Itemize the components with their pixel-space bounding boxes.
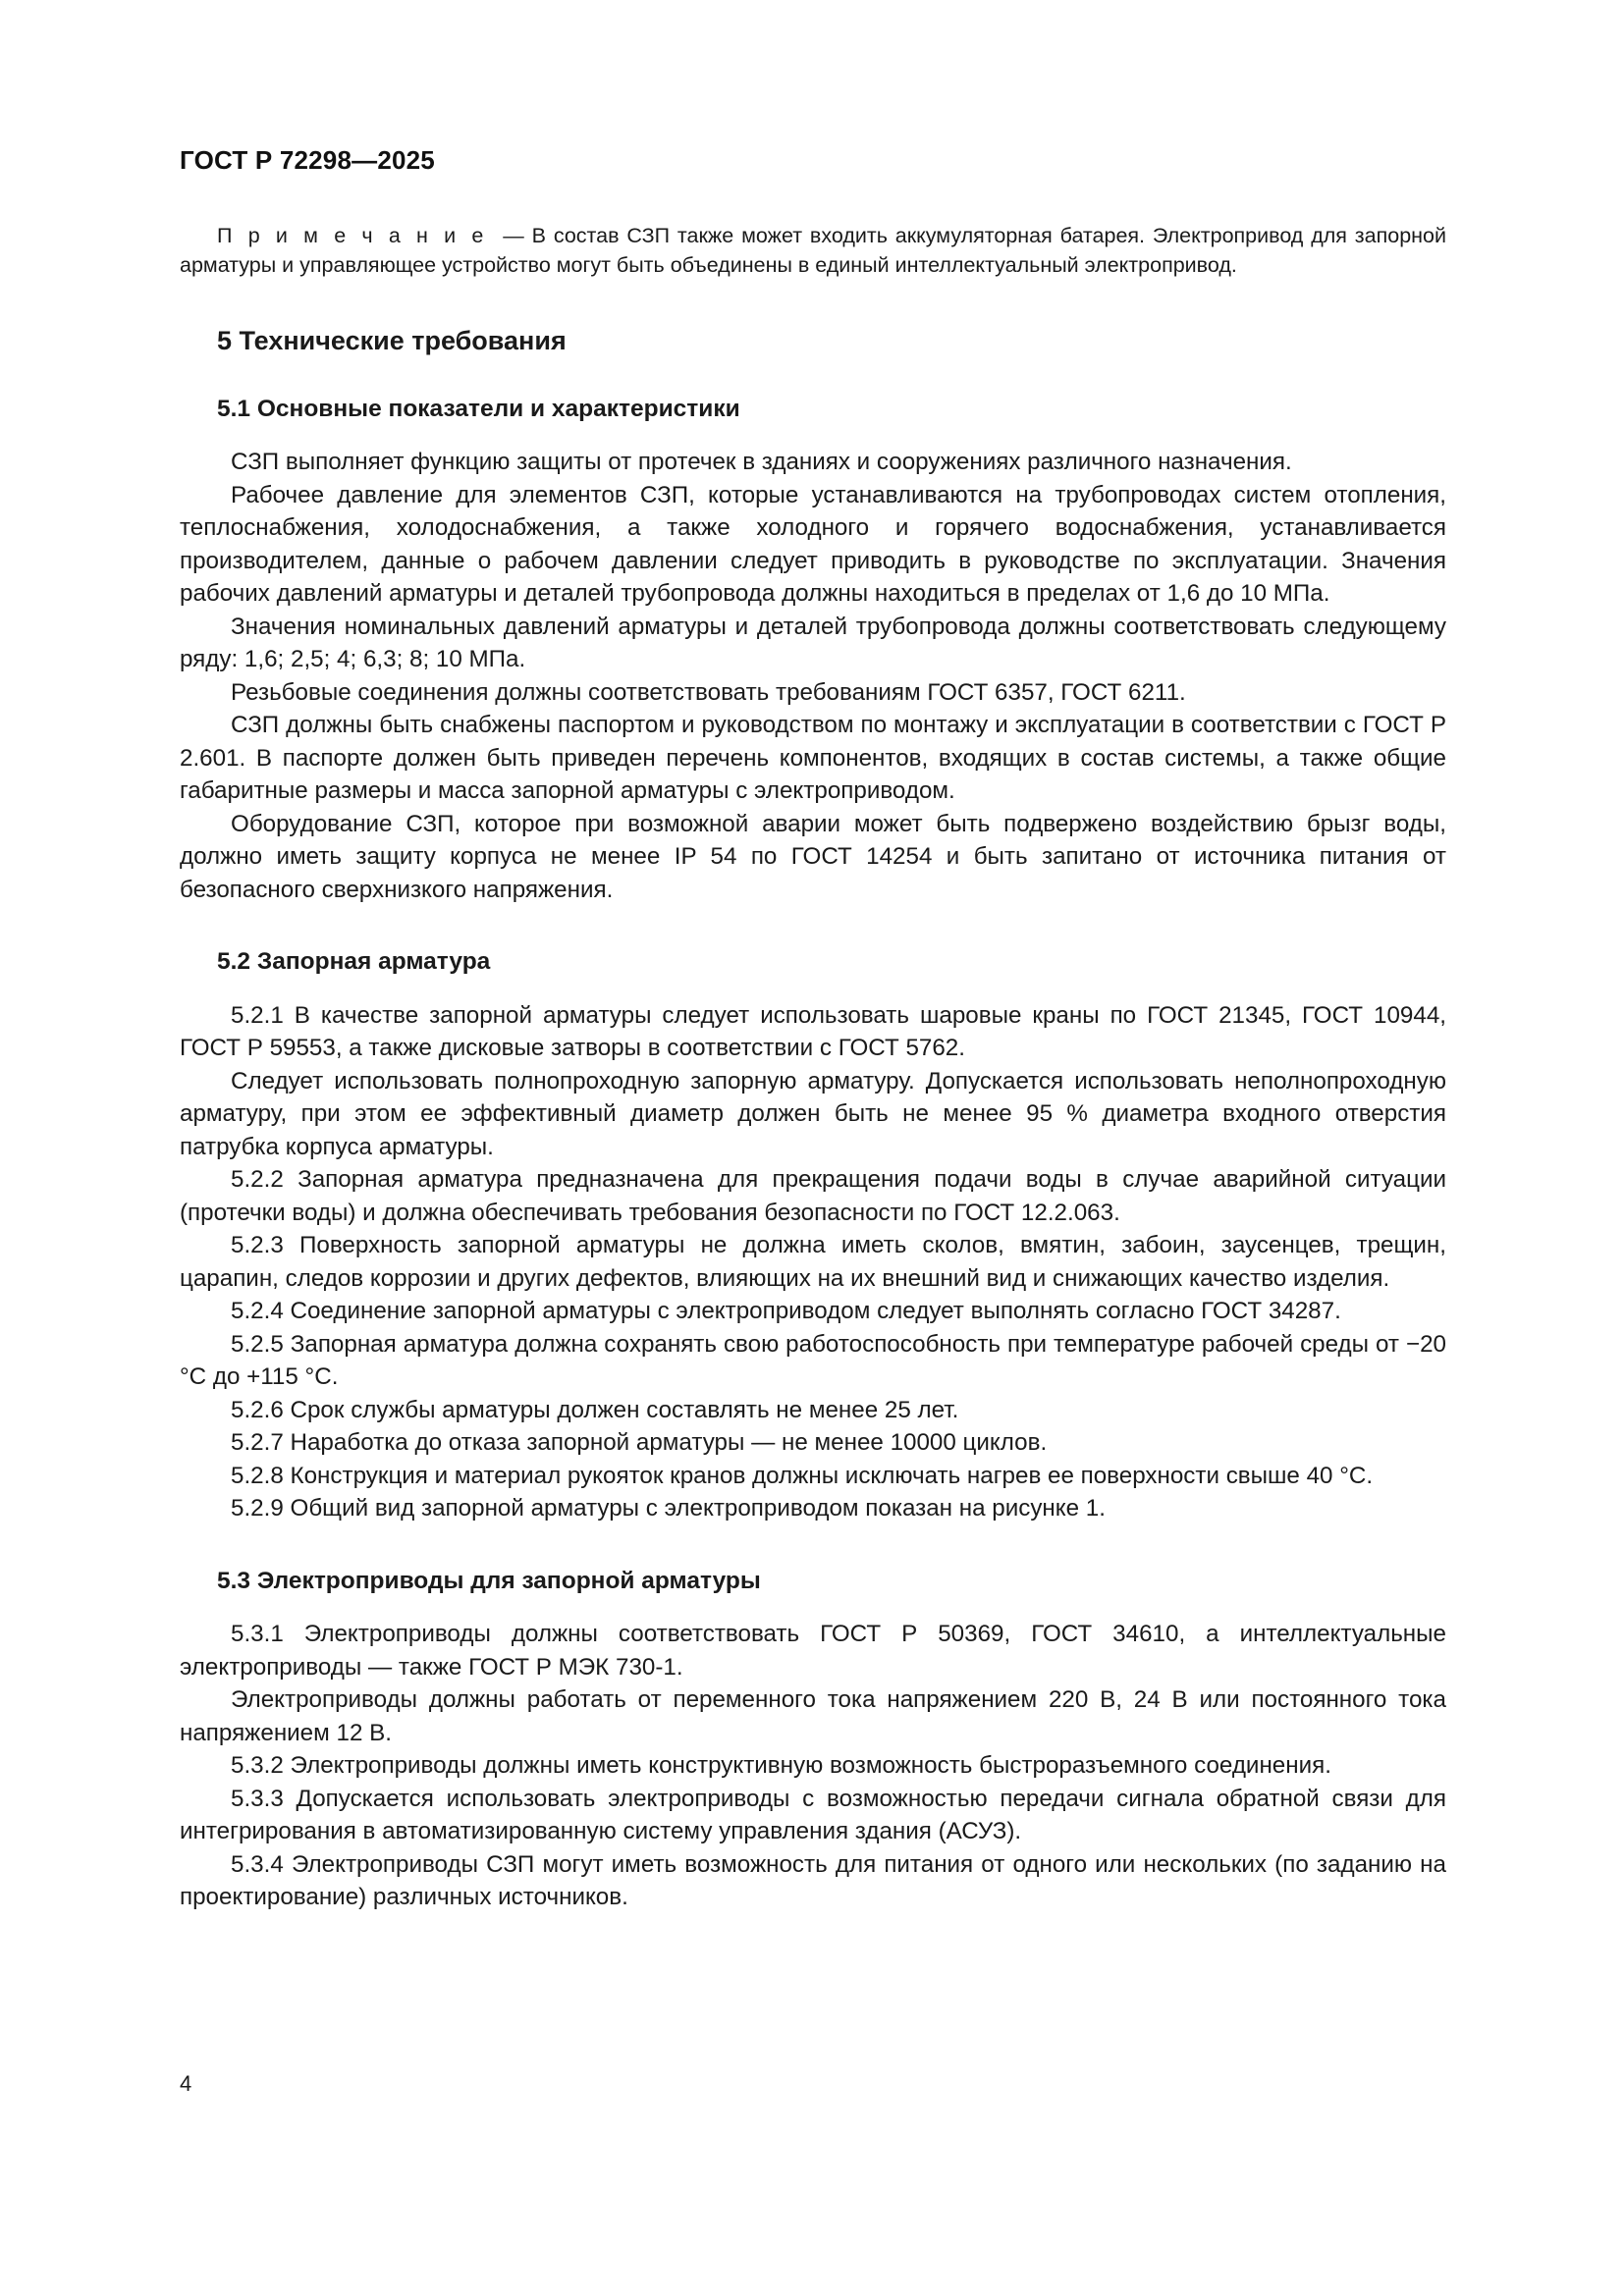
note-dash: —: [487, 224, 532, 247]
heading-section-5: 5 Технические требования: [217, 326, 567, 356]
paragraph-5-2-4: 5.2.4 Соединение запорной арматуры с электроприводом следует выполнять согласно ГОСТ 34287.: [231, 1298, 1341, 1325]
paragraph-5-2-5: 5.2.5 Запорная арматура должна сохранять свою работоспособность при температуре рабочей среды от −20 °С до +115 °С.: [180, 1330, 1446, 1391]
note-paragraph: [180, 222, 1446, 280]
note-label: П р и м е ч а н и е: [217, 224, 488, 247]
heading-section-5-3: 5.3 Электроприводы для запорной арматуры: [217, 1567, 761, 1594]
paragraph-5-2-3: 5.2.3 Поверхность запорной арматуры не должна иметь сколов, вмятин, забоин, заусенцев, трещин, царапин, следов коррозии и других дефектов, влияющих на их внешний вид и снижающих качество изделия.: [180, 1232, 1446, 1292]
paragraph-5-2-8: 5.2.8 Конструкция и материал рукояток кранов должны исключать нагрев ее поверхности свыше 40 °С.: [231, 1462, 1374, 1489]
paragraph-5-2-7: 5.2.7 Наработка до отказа запорной арматуры — не менее 10000 циклов.: [231, 1429, 1048, 1457]
paragraph-5-1-2: Рабочее давление для элементов СЗП, которые устанавливаются на трубопроводах систем отопления, теплоснабжения, холодоснабжения, а также холодного и горячего водоснабжения, устанавливается производителем, данные о рабочем давлении следует приводить в руководстве по эксплуатации. Значения рабочих давлений арматуры и деталей трубопровода должны находиться в пределах от 1,6 до 10 МПа.: [180, 481, 1446, 608]
running-header: ГОСТ Р 72298—2025: [180, 145, 435, 175]
note-text: В состав СЗП также может входить аккумуляторная батарея. Электропривод для запорной арматуры и управляющее устройство могут быть объединены в единый интеллектуальный электропривод.: [180, 224, 1446, 277]
page-number: 4: [180, 2071, 192, 2096]
paragraph-5-1-3: Значения номинальных давлений арматуры и деталей трубопровода должны соответствовать следующему ряду: 1,6; 2,5; 4; 6,3; 8; 10 МПа.: [180, 613, 1446, 673]
paragraph-5-3-1b: Электроприводы должны работать от переменного тока напряжением 220 В, 24 В или постоянного тока напряжением 12 В.: [180, 1686, 1446, 1746]
paragraph-5-1-1: СЗП выполняет функцию защиты от протечек в зданиях и сооружениях различного назначения.: [231, 449, 1292, 476]
heading-section-5-2: 5.2 Запорная арматура: [217, 948, 491, 976]
page-content: [180, 222, 1446, 1914]
paragraph-5-3-3: 5.3.3 Допускается использовать электроприводы с возможностью передачи сигнала обратной связи для интегрирования в автоматизированную систему управления здания (АСУЗ).: [180, 1785, 1446, 1845]
paragraph-5-3-4: 5.3.4 Электроприводы СЗП могут иметь возможность для питания от одного или нескольких (по заданию на проектирование) различных источников.: [180, 1850, 1446, 1911]
paragraph-5-2-1: 5.2.1 В качестве запорной арматуры следует использовать шаровые краны по ГОСТ 21345, ГОСТ 10944, ГОСТ Р 59553, а также дисковые затворы в соответствии с ГОСТ 5762.: [180, 1001, 1446, 1062]
paragraph-5-3-2: 5.3.2 Электроприводы должны иметь конструктивную возможность быстроразъемного соединения.: [231, 1752, 1331, 1780]
paragraph-5-2-6: 5.2.6 Срок службы арматуры должен составлять не менее 25 лет.: [231, 1396, 959, 1423]
paragraph-5-1-5: СЗП должны быть снабжены паспортом и руководством по монтажу и эксплуатации в соответствии с ГОСТ Р 2.601. В паспорте должен быть приведен перечень компонентов, входящих в состав системы, а также общие габаритные размеры и масса запорной арматуры с электроприводом.: [180, 712, 1446, 805]
paragraph-5-2-1b: Следует использовать полнопроходную запорную арматуру. Допускается использовать неполнопроходную арматуру, при этом ее эффективный диаметр должен быть не менее 95 % диаметра входного отверстия патрубка корпуса арматуры.: [180, 1067, 1446, 1160]
paragraph-5-2-9: 5.2.9 Общий вид запорной арматуры с электроприводом показан на рисунке 1.: [231, 1495, 1106, 1522]
paragraph-5-1-4: Резьбовые соединения должны соответствовать требованиям ГОСТ 6357, ГОСТ 6211.: [231, 678, 1186, 706]
paragraph-5-1-6: Оборудование СЗП, которое при возможной аварии может быть подвержено воздействию брызг воды, должно иметь защиту корпуса не менее IP 54 по ГОСТ 14254 и быть запитано от источника питания от безопасного сверхнизкого напряжения.: [180, 810, 1446, 903]
paragraph-5-3-1: 5.3.1 Электроприводы должны соответствовать ГОСТ Р 50369, ГОСТ 34610, а интеллектуальные электроприводы — также ГОСТ Р МЭК 730-1.: [180, 1621, 1446, 1681]
heading-section-5-1: 5.1 Основные показатели и характеристики: [217, 395, 740, 422]
paragraph-5-2-2: 5.2.2 Запорная арматура предназначена для прекращения подачи воды в случае аварийной ситуации (протечки воды) и должна обеспечивать требования безопасности по ГОСТ 12.2.063.: [180, 1166, 1446, 1226]
